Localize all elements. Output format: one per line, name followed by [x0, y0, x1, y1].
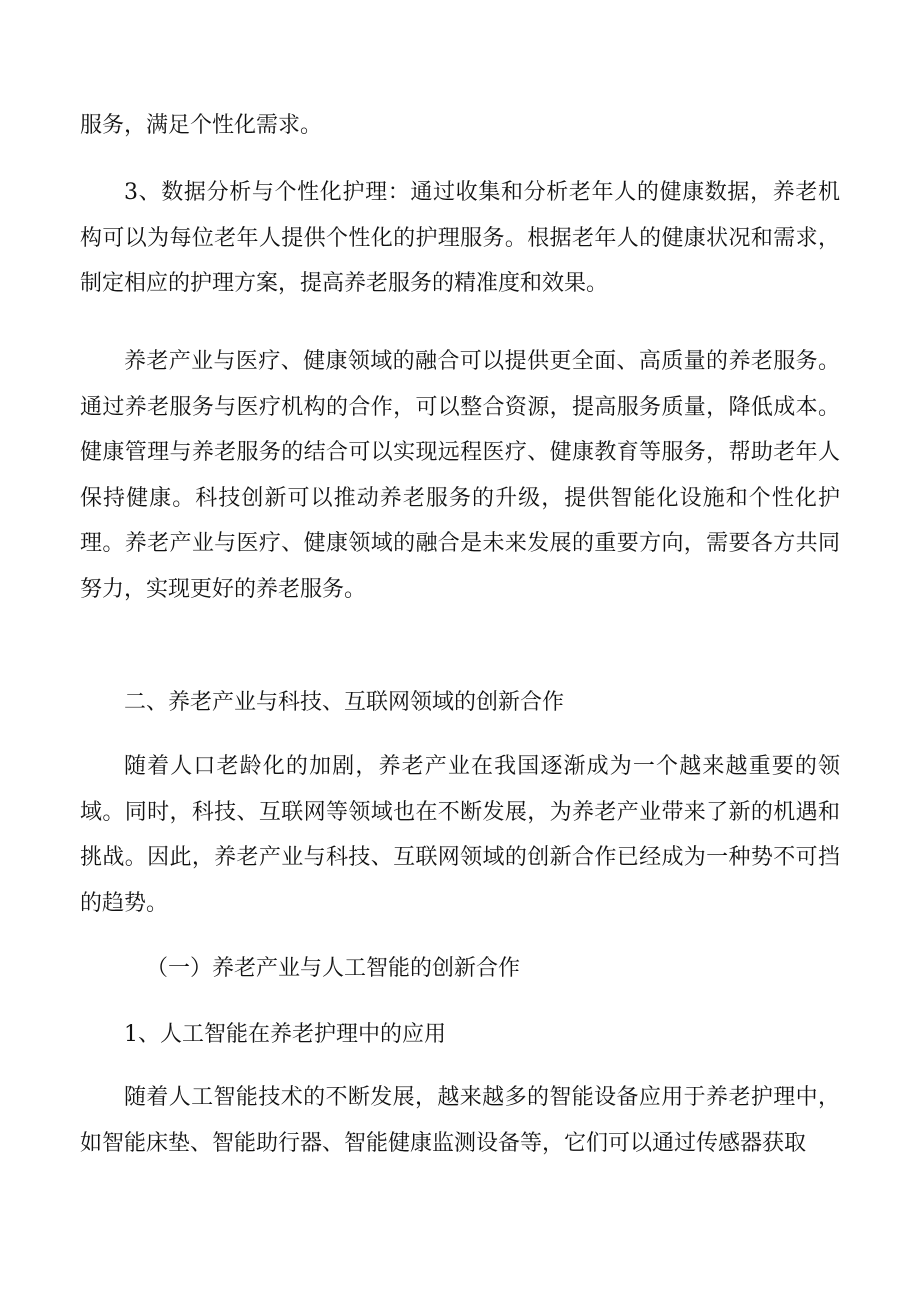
section-heading-2: 二、养老产业与科技、互联网领域的创新合作 [124, 690, 565, 715]
item-heading-1: 1、人工智能在养老护理中的应用 [124, 1022, 446, 1047]
paragraph-intro-tail: 服务，满足个性化需求。 [80, 113, 323, 138]
paragraph-section2-intro: 随着人口老龄化的加剧，养老产业在我国逐渐成为一个越来越重要的领域。同时，科技、互联网等领域也在不断发展，为养老产业带来了新的机遇和挑战。因此，养老产业与科技、互联网领域的创新合作已经成为一种势不可挡的趋势。 [80, 754, 840, 916]
paragraph-ai-nursing: 随着人工智能技术的不断发展，越来越多的智能设备应用于养老护理中，如智能床垫、智能助行器、智能健康监测设备等，它们可以通过传感器获取 [80, 1085, 840, 1156]
subsection-heading-1: （一）养老产业与人工智能的创新合作 [146, 956, 521, 981]
paragraph-summary: 养老产业与医疗、健康领域的融合可以提供更全面、高质量的养老服务。通过养老服务与医疗机构的合作，可以整合资源，提高服务质量，降低成本。健康管理与养老服务的结合可以实现远程医疗、健康教育等服务，帮助老年人保持健康。科技创新可以推动养老服务的升级，提供智能化设施和个性化护理。养老产业与医疗、健康领域的融合是未来发展的重要方向，需要各方共同努力，实现更好的养老服务。 [80, 349, 840, 602]
paragraph-item-3: 3、数据分析与个性化护理：通过收集和分析老年人的健康数据，养老机构可以为每位老年人提供个性化的护理服务。根据老年人的健康状况和需求，制定相应的护理方案，提高养老服务的精准度和效果。 [80, 180, 840, 296]
